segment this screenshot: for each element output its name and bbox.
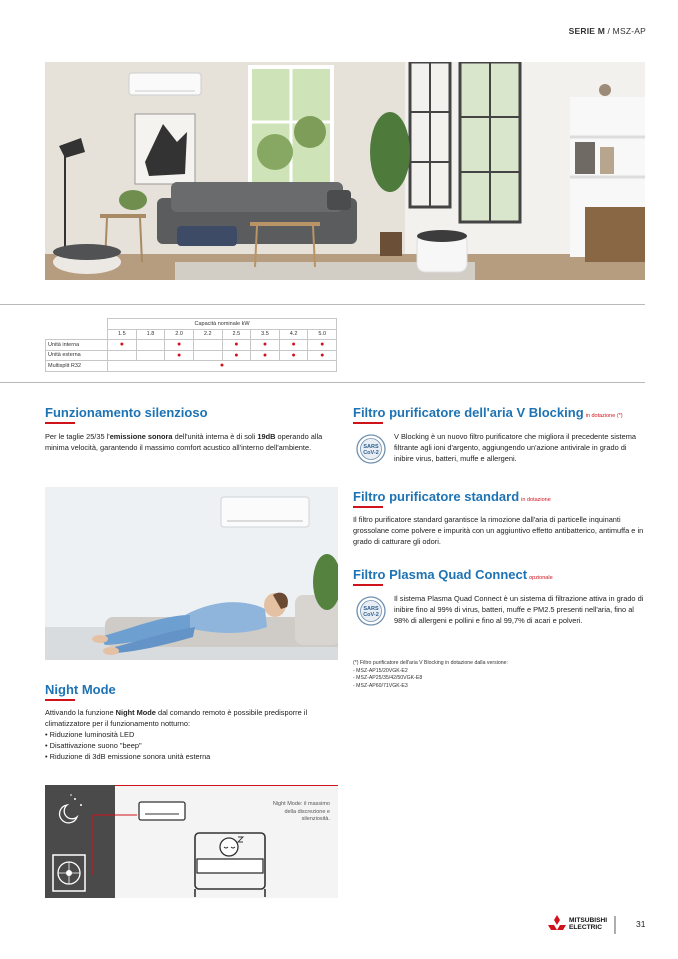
availability-dot: ●: [176, 351, 182, 359]
col-header: 1.8: [136, 329, 165, 340]
availability-dot: ●: [320, 351, 325, 359]
col-header: 5.0: [308, 329, 337, 340]
row-label: Multisplit R32: [46, 361, 108, 372]
vblocking-text: V Blocking è un nuovo filtro purificatore che migliora il precedente sistema filtrante agli ioni d'argento, aggiungendo un'azione antivirale in grado di inibire virus, batteri, muffe e allergeni.: [394, 432, 636, 463]
title-underline: [45, 422, 75, 424]
series-label: SERIE M / MSZ-AP: [568, 26, 646, 36]
badge-line2: CoV-2: [363, 450, 379, 456]
col-header: 2.2: [193, 329, 222, 340]
night-mode-title: Night Mode: [45, 682, 116, 697]
plasma-title: Filtro Plasma Quad Connect opzionale: [353, 567, 553, 582]
table-title: Capacità nominale kW: [108, 319, 337, 330]
col-header: 2.0: [165, 329, 194, 340]
standard-filter-tag: in dotazione: [521, 497, 551, 503]
table-row: [46, 350, 337, 361]
availability-dot: ●: [119, 341, 124, 349]
availability-dot: ●: [219, 362, 225, 370]
night-mode-bullets: [45, 729, 340, 762]
mitsubishi-electric-logo: [548, 914, 618, 941]
title-underline: [45, 699, 75, 701]
col-header: 4.2: [279, 329, 308, 340]
relaxing-woman-image: [45, 487, 338, 660]
footnote-line: - MSZ-AP60/71VGK-E3: [353, 682, 408, 689]
standard-filter-title: Filtro purificatore standard in dotazione: [353, 489, 551, 504]
divider-top: [0, 304, 645, 305]
list-item: • Riduzione luminosità LED: [45, 729, 340, 740]
availability-dot: ●: [262, 341, 268, 349]
capacity-table: [45, 318, 337, 372]
list-item: • Disattivazione suono "beep": [45, 740, 340, 751]
standard-filter-text: Il filtro purificatore standard garantisce la rimozione dall'aria di particelle inquinanti grossolane come polvere e impurità con un aggiuntivo effetto antibatterico, antimuffa e in grado di catturare gli odori.: [353, 515, 644, 546]
night-mode-caption: Night Mode: il massimo della discrezione e silenziosità.: [272, 801, 330, 822]
plasma-tag: opzionale: [529, 575, 553, 581]
title-underline: [353, 584, 383, 586]
availability-dot: ●: [291, 351, 296, 359]
footnote-line: (*) Filtro purificatore dell'aria V Blocking in dotazione dalla versione:: [353, 660, 508, 666]
sars-cov2-badge: [356, 596, 386, 626]
badge-line1: SARS: [363, 444, 379, 450]
row-label: Unità esterna: [46, 350, 108, 361]
table-row: [46, 361, 337, 372]
title-underline: [353, 506, 383, 508]
footnotes: [353, 660, 508, 690]
footnote-line: - MSZ-AP25/35/42/50VGK-E8: [353, 675, 423, 681]
badge-line2: CoV-2: [363, 612, 379, 618]
vblocking-tag: in dotazione (*): [585, 413, 623, 419]
divider-mid: [0, 382, 645, 383]
availability-dot: ●: [234, 351, 239, 359]
brand-line1: MITSUBISHI: [569, 917, 608, 924]
badge-line1: SARS: [363, 606, 379, 612]
vblocking-title: Filtro purificatore dell'aria V Blocking in dotazione (*): [353, 405, 623, 420]
availability-dot: ●: [176, 341, 182, 349]
availability-dot: ●: [320, 341, 325, 349]
availability-dot: ●: [291, 341, 296, 349]
plasma-text: Il sistema Plasma Quad Connect è un sistema di filtrazione attiva in grado di inibire fino al 99% di virus, batteri, muffe e PM2.5 presenti nell'aria, fino al 98% di allergeni e pollini e fino al 99,7% di acari e polveri.: [394, 594, 644, 625]
availability-dot: ●: [262, 351, 268, 359]
page-number: 31: [636, 919, 646, 929]
table-title-row: [46, 319, 337, 330]
silent-text: Per le taglie 25/35 l'emissione sonora dell'unità interna è di soli 19dB operando alla minima velocità, garantendo il massimo comfort acustico all'interno dell'ambiente.: [45, 432, 323, 452]
footnote-line: - MSZ-AP15/20VGK-E2: [353, 667, 408, 674]
silent-title: Funzionamento silenzioso: [45, 405, 208, 420]
availability-dot: ●: [234, 341, 239, 349]
night-mode-diagram: [45, 785, 338, 898]
table-row: [46, 340, 337, 351]
col-header: 2.5: [222, 329, 251, 340]
list-item: • Riduzione di 3dB emissione sonora unità esterna: [45, 751, 340, 762]
hero-living-room-image: [45, 62, 645, 280]
col-header: 1.5: [108, 329, 137, 340]
night-mode-text: Attivando la funzione Night Mode dal comando remoto è possibile predisporre il climatizzatore per il funzionamento notturno: • Riduzione luminosità LED • Disattivazione suono "beep" • Riduzione di 3dB emissione sonora unità esterna: [45, 707, 340, 762]
table-header-row: [46, 329, 337, 340]
brand-line2: ELECTRIC: [569, 924, 602, 931]
row-label: Unità interna: [46, 340, 108, 351]
title-underline: [353, 422, 383, 424]
col-header: 3.5: [251, 329, 280, 340]
sars-cov2-badge: [356, 434, 386, 464]
